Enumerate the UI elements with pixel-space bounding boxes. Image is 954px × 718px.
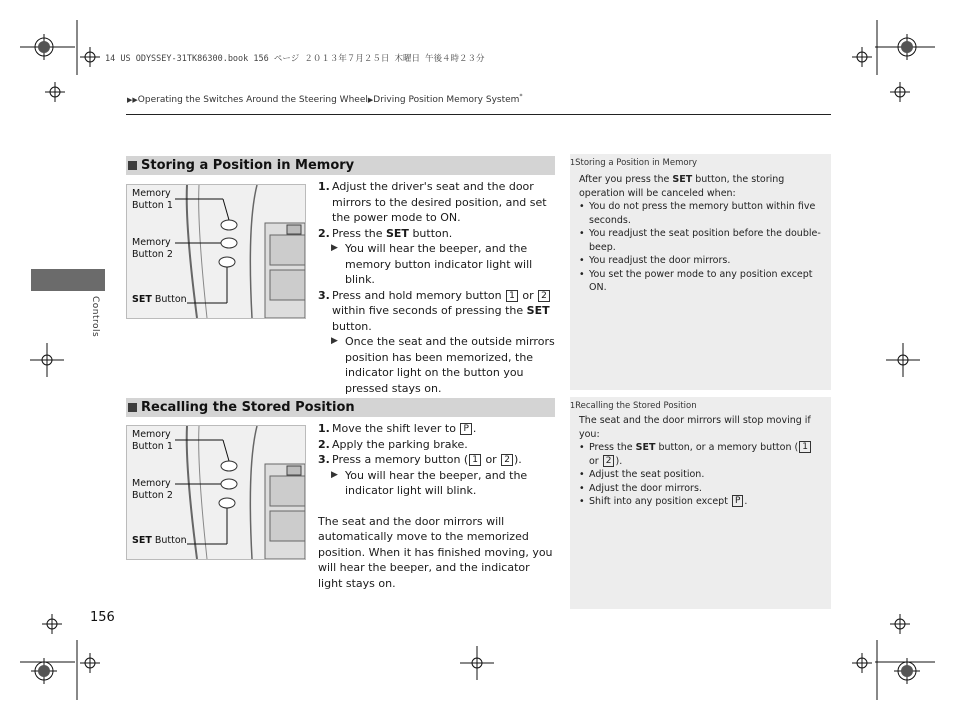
heading-square-icon: [128, 403, 137, 412]
memory-2-key: 2: [501, 454, 513, 466]
list-item: • Press the SET button, or a memory button ( 1 or 2 ).: [579, 441, 821, 468]
door-panel-illustration: [126, 184, 306, 319]
park-key: P: [460, 423, 471, 435]
breadcrumb-current: Driving Position Memory System: [373, 95, 520, 105]
list-item: • Shift into any position except P .: [579, 495, 821, 509]
note-panel-storing: [570, 154, 831, 390]
step-item: 2. Apply the parking brake.: [318, 437, 468, 451]
list-item: • You set the power mode to any position except ON.: [579, 268, 821, 295]
breadcrumb-star: *: [519, 93, 523, 100]
breadcrumb-arrow-icon: ▶▶: [127, 96, 138, 104]
chapter-label: Controls: [90, 296, 100, 338]
set-button-label: SET Button: [132, 294, 187, 305]
result-arrow-icon: ▶: [331, 469, 338, 480]
recall-paragraph: The seat and the door mirrors will automatically move to the memorized position. When it has finished moving, you will hear the beeper, and the indicator light stays on.: [318, 514, 553, 590]
memory-button-2-label: Memory Button 2: [132, 478, 173, 501]
step-result: ▶ Once the seat and the outside mirrors position has been memorized, the indicator light on the button you pressed stays on.: [331, 335, 555, 395]
note-body: The seat and the door mirrors will stop moving if you: • Press the SET button, or a memory button ( 1 or 2 ). • Adjust the seat position. • Adjust the door mirrors. • Shift into any position except P .: [570, 411, 831, 509]
note-title: 1Storing a Position in Memory: [570, 158, 698, 168]
memory-1-key: 1: [469, 454, 481, 466]
result-arrow-icon: ▶: [331, 336, 338, 346]
reference-icon: 1: [570, 401, 576, 410]
breadcrumb: [127, 93, 522, 105]
step-result: ▶ You will hear the beeper, and the memory button indicator light will blink.: [331, 242, 533, 286]
section-heading-storing: [126, 156, 555, 175]
note-title: 1Recalling the Stored Position: [570, 401, 697, 411]
result-arrow-icon: ▶: [331, 243, 338, 253]
note-bullets: [579, 441, 821, 509]
step-item: 3. Press and hold memory button 1 or 2 within five seconds of pressing the SET button.: [318, 288, 550, 333]
step-item: 1. Adjust the driver's seat and the door mirrors to the desired position, and set the power mode to ON.: [318, 180, 547, 224]
list-item: • You readjust the door mirrors.: [579, 254, 821, 268]
step-result: ▶ You will hear the beeper, and the indicator light will blink.: [331, 468, 528, 497]
note-bullets: [579, 200, 821, 295]
section-heading-recalling: [126, 398, 555, 417]
breadcrumb-separator-icon: ▶: [367, 96, 374, 104]
set-button-label: SET Button: [132, 535, 187, 546]
memory-button-2-label: Memory Button 2: [132, 237, 173, 260]
step-item: 3. Press a memory button ( 1 or 2 ).: [318, 453, 522, 466]
list-item: • Adjust the door mirrors.: [579, 482, 821, 496]
breadcrumb-parent[interactable]: Operating the Switches Around the Steering Wheel: [137, 95, 368, 105]
step-item: 1. Move the shift lever to P .: [318, 422, 477, 435]
step-item: 2. Press the SET button.: [318, 226, 453, 240]
list-item: • You do not press the memory button within five seconds.: [579, 200, 821, 227]
reference-icon: 1: [570, 158, 576, 167]
list-item: • Adjust the seat position.: [579, 468, 821, 482]
storing-steps: [318, 179, 556, 396]
section-title: Recalling the Stored Position: [141, 400, 355, 415]
note-body: After you press the SET button, the storing operation will be canceled when: • You do not press the memory button within five seconds. • You readjust the seat position before the double-beep. • You readjust the door mirrors. • You set the power mode to any position except ON.: [570, 168, 831, 295]
memory-button-1-label: Memory Button 1: [132, 188, 173, 211]
chapter-tab: [31, 269, 105, 291]
note-panel-recalling: [570, 397, 831, 609]
heading-square-icon: [128, 161, 137, 170]
recalling-steps: [318, 421, 556, 591]
section-title: Storing a Position in Memory: [141, 158, 355, 173]
memory-1-key: 1: [506, 290, 518, 302]
print-header: 14 US ODYSSEY-31TK86300.book 156 ページ ２０１３年７月２５日 木曜日 午後４時２３分: [105, 54, 485, 64]
memory-2-key: 2: [538, 290, 550, 302]
door-panel-illustration: [126, 425, 306, 560]
page-number: 156: [90, 610, 115, 625]
memory-button-1-label: Memory Button 1: [132, 429, 173, 452]
header-rule: [126, 114, 831, 115]
list-item: • You readjust the seat position before the double-beep.: [579, 227, 821, 254]
